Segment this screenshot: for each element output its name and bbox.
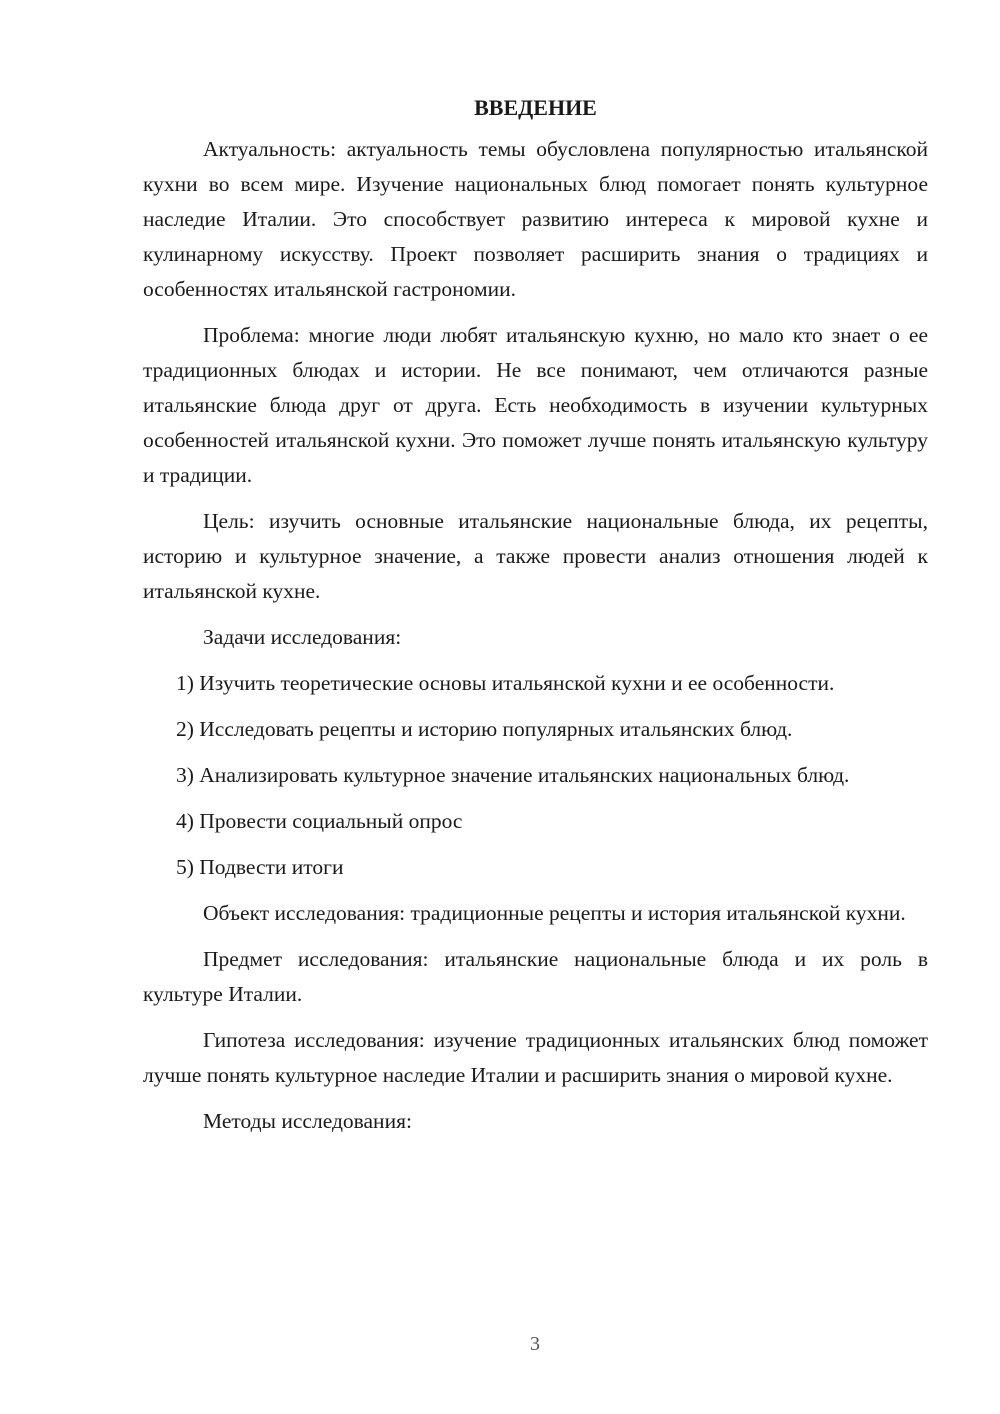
paragraph-methods: Методы исследования: — [203, 1109, 412, 1133]
paragraph-tasks-heading: Задачи исследования: — [203, 625, 402, 649]
paragraph-relevance: Актуальность: актуальность темы обусловлена популярностью итальянской кухни во всем мире. Изучение национальных блюд помогает понять культурное наследие Италии. Это способствует развитию интереса к мировой кухне и кулинарному искусству. Проект позволяет расширить знания о традициях и особенностях итальянской гастрономии. — [143, 137, 928, 301]
paragraph-object: Объект исследования: традиционные рецепты и история итальянской кухни. — [203, 901, 906, 925]
paragraph-goal: Цель: изучить основные итальянские национальные блюда, их рецепты, историю и культурное значение, а также провести анализ отношения людей к итальянской кухне. — [143, 509, 928, 603]
document-page — [143, 90, 928, 1150]
page-number: 3 — [530, 1333, 540, 1355]
task-item-5: 5) Подвести итоги — [176, 855, 344, 879]
task-item-4: 4) Провести социальный опрос — [176, 809, 463, 833]
paragraph-subject: Предмет исследования: итальянские национальные блюда и их роль в культуре Италии. — [143, 947, 928, 1006]
task-item-2: 2) Исследовать рецепты и историю популярных итальянских блюд. — [176, 717, 793, 741]
page-title: ВВЕДЕНИЕ — [474, 95, 597, 120]
paragraph-hypothesis: Гипотеза исследования: изучение традиционных итальянских блюд поможет лучше понять культурное наследие Италии и расширить знания о мировой кухне. — [143, 1028, 928, 1087]
task-item-1: 1) Изучить теоретические основы итальянской кухни и ее особенности. — [176, 671, 835, 695]
paragraph-problem: Проблема: многие люди любят итальянскую кухню, но мало кто знает о ее традиционных блюдах и истории. Не все понимают, чем отличаются разные итальянские блюда друг от друга. Есть необходимость в изучении культурных особенностей итальянской кухни. Это поможет лучше понять итальянскую культуру и традиции. — [143, 323, 928, 487]
task-item-3: 3) Анализировать культурное значение итальянских национальных блюд. — [176, 763, 850, 787]
